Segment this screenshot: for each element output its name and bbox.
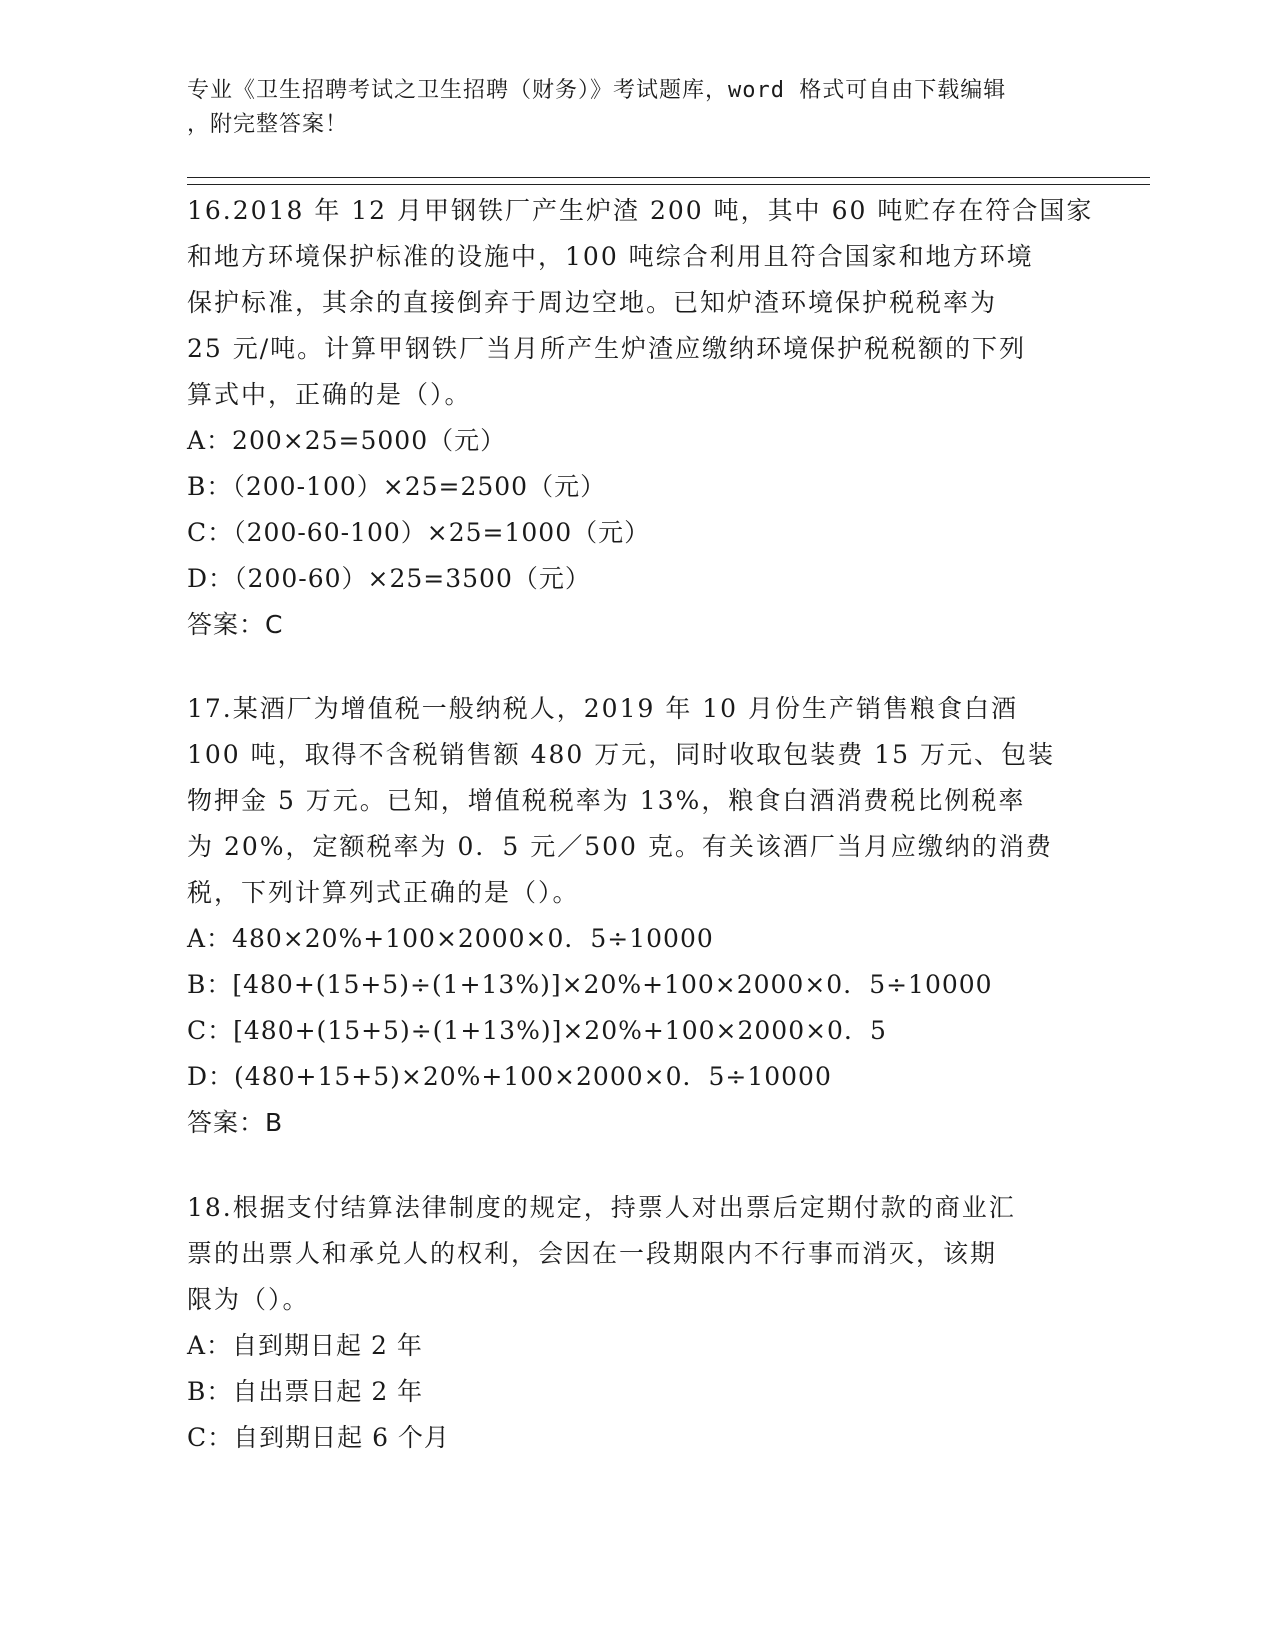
option-a: A：480×20%+100×2000×0．5÷10000 bbox=[187, 924, 714, 953]
stem-line: 25 元/吨。计算甲钢铁厂当月所产生炉渣应缴纳环境保护税税额的下列 bbox=[187, 334, 1027, 363]
stem-line: 算式中，正确的是（）。 bbox=[187, 380, 472, 409]
stem-line: 税，下列计算列式正确的是（）。 bbox=[187, 878, 580, 907]
option-a: A：200×25=5000（元） bbox=[187, 426, 507, 455]
stem-line: 16.2018 年 12 月甲钢铁厂产生炉渣 200 吨，其中 60 吨贮存在符合国家 bbox=[187, 196, 1094, 225]
stem-line: 为 20%，定额税率为 0．5 元／500 克。有关该酒厂当月应缴纳的消费 bbox=[187, 832, 1053, 861]
stem-line: 限为（）。 bbox=[187, 1285, 310, 1314]
stem-line: 票的出票人和承兑人的权利，会因在一段期限内不行事而消灭，该期 bbox=[187, 1239, 998, 1268]
question-16 bbox=[187, 188, 1094, 648]
answer-label: 答案：C bbox=[187, 610, 284, 639]
stem-line: 和地方环境保护标准的设施中，100 吨综合利用且符合国家和地方环境 bbox=[187, 242, 1034, 271]
header-divider-bottom bbox=[187, 184, 1150, 185]
question-17 bbox=[187, 686, 1087, 1146]
option-c: C：（200-60-100）×25=1000（元） bbox=[187, 518, 651, 547]
stem-line: 保护标准，其余的直接倒弃于周边空地。已知炉渣环境保护税税率为 bbox=[187, 288, 998, 317]
answer-label: 答案：B bbox=[187, 1108, 284, 1137]
option-b: B：自出票日起 2 年 bbox=[187, 1377, 424, 1406]
document-header bbox=[187, 74, 1087, 142]
stem-line: 18.根据支付结算法律制度的规定，持票人对出票后定期付款的商业汇 bbox=[187, 1193, 1016, 1222]
stem-line: 17.某酒厂为增值税一般纳税人，2019 年 10 月份生产销售粮食白酒 bbox=[187, 694, 1019, 723]
question-stem bbox=[187, 1185, 1087, 1323]
option-b: B：[480+(15+5)÷(1+13%)]×20%+100×2000×0．5÷10000 bbox=[187, 970, 993, 999]
option-c: C：自到期日起 6 个月 bbox=[187, 1423, 450, 1452]
question-stem bbox=[187, 188, 1094, 418]
header-line-1: 专业《卫生招聘考试之卫生招聘（财务）》考试题库，word 格式可自由下载编辑 bbox=[187, 78, 1007, 103]
header-divider-top bbox=[187, 177, 1150, 178]
stem-line: 100 吨，取得不含税销售额 480 万元，同时收取包装费 15 万元、包装 bbox=[187, 740, 1055, 769]
stem-line: 物押金 5 万元。已知，增值税税率为 13%，粮食白酒消费税比例税率 bbox=[187, 786, 1026, 815]
option-d: D：(480+15+5)×20%+100×2000×0．5÷10000 bbox=[187, 1062, 832, 1091]
option-a: A：自到期日起 2 年 bbox=[187, 1331, 423, 1360]
option-d: D：（200-60）×25=3500（元） bbox=[187, 564, 591, 593]
question-stem bbox=[187, 686, 1087, 916]
option-b: B：（200-100）×25=2500（元） bbox=[187, 472, 607, 501]
question-18 bbox=[187, 1185, 1087, 1461]
option-c: C：[480+(15+5)÷(1+13%)]×20%+100×2000×0．5 bbox=[187, 1016, 887, 1045]
header-line-2: ，附完整答案！ bbox=[187, 112, 349, 137]
